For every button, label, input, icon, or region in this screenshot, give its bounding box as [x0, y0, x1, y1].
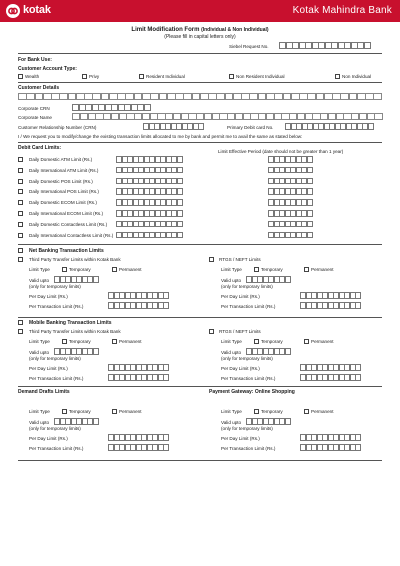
form-title-text: Limit Modification Form	[131, 27, 200, 33]
netbanking-third-party-valid-note: (only for temporary limits)	[29, 284, 81, 289]
mobile-third-party-permanent-label: Permanent	[119, 339, 142, 344]
bank-use-heading: For Bank Use:	[18, 57, 52, 63]
bank-name: Kotak Mahindra Bank	[292, 5, 392, 16]
demand-draft-per-day-input[interactable]	[108, 434, 169, 441]
payment-gateway-permanent-checkbox[interactable]	[304, 409, 309, 414]
debit-limit-checkbox[interactable]	[18, 211, 23, 216]
char-box[interactable]	[307, 156, 313, 163]
demand-draft-per-txn-input[interactable]	[108, 444, 169, 451]
netbanking-rtgs-per-day-input[interactable]	[300, 292, 361, 299]
netbanking-third-party-label: Third Party Transfer Limits within Kotak Bank	[29, 257, 121, 262]
debit-limit-checkbox[interactable]	[18, 222, 23, 227]
debit-limit-checkbox[interactable]	[18, 200, 23, 205]
non-individual-checkbox[interactable]	[335, 74, 340, 79]
netbanking-third-party-temporary-checkbox[interactable]	[62, 267, 67, 272]
debit-limit-amount-input[interactable]	[116, 188, 182, 195]
mobile-rtgs-per-txn-label: Per Transaction Limit (Rs.)	[221, 376, 276, 381]
char-box[interactable]	[307, 221, 313, 228]
mobile-rtgs-per-day-input[interactable]	[300, 364, 361, 371]
payment-gateway-per-txn-label: Per Transaction Limit (Rs.)	[221, 446, 276, 451]
debit-limit-checkbox[interactable]	[18, 189, 23, 194]
char-box[interactable]	[177, 188, 183, 195]
netbanking-rtgs-label: RTGS / NEFT Limits	[219, 257, 261, 262]
char-box[interactable]	[307, 167, 313, 174]
char-box[interactable]	[355, 364, 361, 371]
debit-limit-label: Daily Domestic POS Limit (Rs.)	[29, 178, 93, 184]
mobile-third-party-limit-type-label: Limit Type	[29, 339, 50, 344]
mobile-third-party-valid-upto-label: Valid upto	[29, 350, 50, 355]
char-box[interactable]	[177, 221, 183, 228]
divider	[18, 244, 382, 245]
debit-limit-label: Daily Domestic ECOM Limit (Rs.)	[29, 200, 97, 206]
char-box[interactable]	[307, 199, 313, 206]
netbanking-rtgs-limit-type-label: Limit Type	[221, 267, 242, 272]
char-box[interactable]	[373, 93, 382, 100]
divider	[18, 386, 382, 387]
non-resident-individual-checkbox[interactable]	[229, 74, 234, 79]
debit-limit-date-input[interactable]	[268, 156, 312, 163]
char-box[interactable]	[163, 434, 169, 441]
corporate-name-input[interactable]	[72, 113, 382, 120]
demand-draft-temporary-checkbox[interactable]	[62, 409, 67, 414]
request-text: I / We request you to modify/change the existing transaction limits allocated to me by bank and permit me to avail the same as stated below:	[18, 134, 303, 139]
netbanking-rtgs-valid-note: (only for temporary limits)	[221, 284, 273, 289]
char-box[interactable]	[374, 113, 382, 120]
mobile-third-party-valid-note: (only for temporary limits)	[29, 356, 81, 361]
debit-limit-checkbox[interactable]	[18, 157, 23, 162]
netbanking-third-party-valid-upto-input[interactable]	[54, 276, 98, 283]
mobile-banking-checkbox[interactable]	[18, 320, 23, 325]
char-box[interactable]	[285, 348, 291, 355]
privy-label: Privy	[89, 74, 100, 79]
logo-text: kotak	[23, 4, 51, 17]
netbanking-rtgs-temporary-checkbox[interactable]	[254, 267, 259, 272]
debit-limit-checkbox[interactable]	[18, 233, 23, 238]
payment-gateway-valid-upto-input[interactable]	[246, 418, 290, 425]
netbanking-third-party-permanent-label: Permanent	[119, 267, 142, 272]
non-individual-label: Non Individual	[342, 74, 372, 79]
char-box[interactable]	[355, 444, 361, 451]
demand-draft-per-day-label: Per Day Limit (Rs.)	[29, 436, 68, 441]
payment-gateway-temporary-label: Temporary	[261, 409, 283, 414]
demand-draft-valid-upto-label: Valid upto	[29, 420, 50, 425]
kotak-logo	[6, 4, 51, 18]
demand-draft-heading: Demand Drafts Limits	[18, 389, 70, 395]
netbanking-third-party-limit-type-label: Limit Type	[29, 267, 50, 272]
mobile-rtgs-per-day-label: Per Day Limit (Rs.)	[221, 366, 260, 371]
debit-limit-amount-input[interactable]	[116, 232, 182, 239]
char-box[interactable]	[163, 374, 169, 381]
debit-limit-amount-input[interactable]	[116, 167, 182, 174]
debit-limit-date-input[interactable]	[268, 167, 312, 174]
payment-gateway-valid-note: (only for temporary limits)	[221, 426, 273, 431]
payment-gateway-temporary-checkbox[interactable]	[254, 409, 259, 414]
mobile-third-party-temporary-checkbox[interactable]	[62, 339, 67, 344]
debit-card-no-label: Primary Debit card No.	[227, 125, 274, 130]
char-box[interactable]	[355, 434, 361, 441]
debit-card-heading: Debit Card Limits:	[18, 145, 62, 151]
corporate-crn-label: Corporate CRN	[18, 106, 50, 111]
netbanking-rtgs-temporary-label: Temporary	[261, 267, 283, 272]
corporate-crn-input[interactable]	[72, 104, 150, 111]
divider	[18, 460, 382, 461]
netbanking-third-party-temporary-label: Temporary	[69, 267, 91, 272]
debit-limit-date-input[interactable]	[268, 210, 312, 217]
char-box[interactable]	[285, 418, 291, 425]
account-type-heading: Customer Account Type:	[18, 66, 77, 72]
corporate-name-label: Corporate Name	[18, 115, 52, 120]
char-box[interactable]	[93, 276, 99, 283]
char-box[interactable]	[163, 292, 169, 299]
debit-limit-label: Daily International Contactless Limit (Rs.)	[29, 232, 114, 238]
char-box[interactable]	[163, 364, 169, 371]
divider	[18, 142, 382, 143]
netbanking-third-party-per-day-label: Per Day Limit (Rs.)	[29, 294, 68, 299]
char-box[interactable]	[307, 188, 313, 195]
char-box[interactable]	[307, 178, 313, 185]
siebel-request-input[interactable]	[279, 42, 370, 49]
debit-limit-label: Daily Domestic Contactless Limit (Rs.)	[29, 221, 108, 227]
char-box[interactable]	[177, 167, 183, 174]
mobile-third-party-label: Third Party Transfer Limits within Kotak Bank	[29, 329, 121, 334]
payment-gateway-per-txn-input[interactable]	[300, 444, 361, 451]
mobile-third-party-temporary-label: Temporary	[69, 339, 91, 344]
char-box[interactable]	[355, 374, 361, 381]
netbanking-rtgs-valid-upto-label: Valid upto	[221, 278, 242, 283]
mobile-rtgs-per-txn-input[interactable]	[300, 374, 361, 381]
debit-limit-date-input[interactable]	[268, 199, 312, 206]
char-box[interactable]	[93, 348, 99, 355]
debit-limit-checkbox[interactable]	[18, 168, 23, 173]
netbanking-rtgs-per-txn-label: Per Transaction Limit (Rs.)	[221, 304, 276, 309]
mobile-third-party-permanent-checkbox[interactable]	[112, 339, 117, 344]
non-resident-individual-label: Non Resident Individual	[236, 74, 285, 79]
payment-gateway-heading: Payment Gateway: Online Shopping	[209, 389, 295, 395]
char-box[interactable]	[163, 444, 169, 451]
divider	[18, 53, 382, 54]
mobile-third-party-valid-upto-input[interactable]	[54, 348, 98, 355]
char-box[interactable]	[177, 232, 183, 239]
demand-draft-permanent-label: Permanent	[119, 409, 142, 414]
demand-draft-valid-note: (only for temporary limits)	[29, 426, 81, 431]
mobile-rtgs-temporary-checkbox[interactable]	[254, 339, 259, 344]
char-box[interactable]	[177, 156, 183, 163]
netbanking-third-party-per-txn-input[interactable]	[108, 302, 169, 309]
mobile-rtgs-valid-upto-label: Valid upto	[221, 350, 242, 355]
netbanking-heading: Net Banking Transaction Limits	[29, 248, 104, 254]
char-box[interactable]	[198, 123, 204, 130]
effective-period-label: Limit Effective Period (date should not be greater than 1 year)	[218, 149, 344, 154]
customer-name-input[interactable]	[18, 93, 382, 100]
debit-limit-label: Daily International ECOM Limit (Rs.)	[29, 211, 104, 216]
netbanking-rtgs-per-day-label: Per Day Limit (Rs.)	[221, 294, 260, 299]
mobile-rtgs-valid-note: (only for temporary limits)	[221, 356, 273, 361]
mobile-rtgs-permanent-checkbox[interactable]	[304, 339, 309, 344]
char-box[interactable]	[364, 42, 371, 49]
char-box[interactable]	[285, 276, 291, 283]
privy-checkbox[interactable]	[82, 74, 87, 79]
char-box[interactable]	[177, 199, 183, 206]
char-box[interactable]	[177, 178, 183, 185]
mobile-third-party-per-day-input[interactable]	[108, 364, 169, 371]
demand-draft-permanent-checkbox[interactable]	[112, 409, 117, 414]
debit-limit-date-input[interactable]	[268, 232, 312, 239]
payment-gateway-per-day-label: Per Day Limit (Rs.)	[221, 436, 260, 441]
demand-draft-limit-type-label: Limit Type	[29, 409, 50, 414]
wealth-label: Wealth	[25, 74, 40, 79]
payment-gateway-permanent-label: Permanent	[311, 409, 334, 414]
siebel-label: Siebel Request No.	[229, 44, 269, 49]
netbanking-third-party-per-day-input[interactable]	[108, 292, 169, 299]
resident-individual-label: Resident Individual	[146, 74, 185, 79]
mobile-third-party-checkbox[interactable]	[18, 329, 23, 334]
netbanking-checkbox[interactable]	[18, 248, 23, 253]
mobile-rtgs-permanent-label: Permanent	[311, 339, 334, 344]
divider	[18, 317, 382, 318]
char-box[interactable]	[355, 302, 361, 309]
divider	[18, 82, 382, 83]
mobile-rtgs-checkbox[interactable]	[209, 329, 214, 334]
debit-limit-date-input[interactable]	[268, 221, 312, 228]
netbanking-third-party-permanent-checkbox[interactable]	[112, 267, 117, 272]
header-bar	[0, 0, 400, 22]
netbanking-third-party-valid-upto-label: Valid upto	[29, 278, 50, 283]
netbanking-third-party-per-txn-label: Per Transaction Limit (Rs.)	[29, 304, 84, 309]
demand-draft-per-txn-label: Per Transaction Limit (Rs.)	[29, 446, 84, 451]
mobile-third-party-per-day-label: Per Day Limit (Rs.)	[29, 366, 68, 371]
mobile-rtgs-temporary-label: Temporary	[261, 339, 283, 344]
netbanking-rtgs-per-txn-input[interactable]	[300, 302, 361, 309]
netbanking-rtgs-permanent-checkbox[interactable]	[304, 267, 309, 272]
form-title-qualifier: (Individual & Non Individual)	[201, 27, 269, 33]
debit-limit-checkbox[interactable]	[18, 179, 23, 184]
mobile-rtgs-limit-type-label: Limit Type	[221, 339, 242, 344]
crn-label: Customer Relationship Number (CRN)	[18, 125, 97, 130]
wealth-checkbox[interactable]	[18, 74, 23, 79]
netbanking-rtgs-checkbox[interactable]	[209, 257, 214, 262]
debit-limit-amount-input[interactable]	[116, 156, 182, 163]
debit-card-no-input[interactable]	[285, 123, 373, 130]
mobile-rtgs-label: RTGS / NEFT Limits	[219, 329, 261, 334]
resident-individual-checkbox[interactable]	[139, 74, 144, 79]
mobile-third-party-per-txn-input[interactable]	[108, 374, 169, 381]
debit-limit-label: Daily International POS Limit (Rs.)	[29, 189, 99, 195]
payment-gateway-valid-upto-label: Valid upto	[221, 420, 242, 425]
debit-limit-amount-input[interactable]	[116, 210, 182, 217]
char-box[interactable]	[368, 123, 374, 130]
mobile-third-party-per-txn-label: Per Transaction Limit (Rs.)	[29, 376, 84, 381]
form-subtitle: (Please fill in capital letters only)	[164, 34, 236, 40]
char-box[interactable]	[177, 210, 183, 217]
mobile-banking-heading: Mobile Banking Transaction Limits	[29, 320, 112, 326]
payment-gateway-per-day-input[interactable]	[300, 434, 361, 441]
debit-limit-amount-input[interactable]	[116, 221, 182, 228]
demand-draft-valid-upto-input[interactable]	[54, 418, 98, 425]
debit-limit-label: Daily International ATM Limit (Rs.)	[29, 167, 99, 173]
payment-gateway-limit-type-label: Limit Type	[221, 409, 242, 414]
char-box[interactable]	[355, 292, 361, 299]
debit-limit-date-input[interactable]	[268, 178, 312, 185]
char-box[interactable]	[93, 418, 99, 425]
netbanking-rtgs-permanent-label: Permanent	[311, 267, 334, 272]
netbanking-third-party-checkbox[interactable]	[18, 257, 23, 262]
customer-details-heading: Customer Details	[18, 85, 60, 91]
mobile-rtgs-valid-upto-input[interactable]	[246, 348, 290, 355]
char-box[interactable]	[307, 232, 313, 239]
debit-limit-date-input[interactable]	[268, 188, 312, 195]
char-box[interactable]	[163, 302, 169, 309]
netbanking-rtgs-valid-upto-input[interactable]	[246, 276, 290, 283]
demand-draft-temporary-label: Temporary	[69, 409, 91, 414]
debit-limit-amount-input[interactable]	[116, 178, 182, 185]
char-box[interactable]	[307, 210, 313, 217]
debit-limit-label: Daily Domestic ATM Limit (Rs.)	[29, 157, 93, 162]
debit-limit-amount-input[interactable]	[116, 199, 182, 206]
char-box[interactable]	[144, 104, 151, 111]
kotak-logo-icon	[6, 4, 20, 18]
crn-input[interactable]	[143, 123, 204, 130]
